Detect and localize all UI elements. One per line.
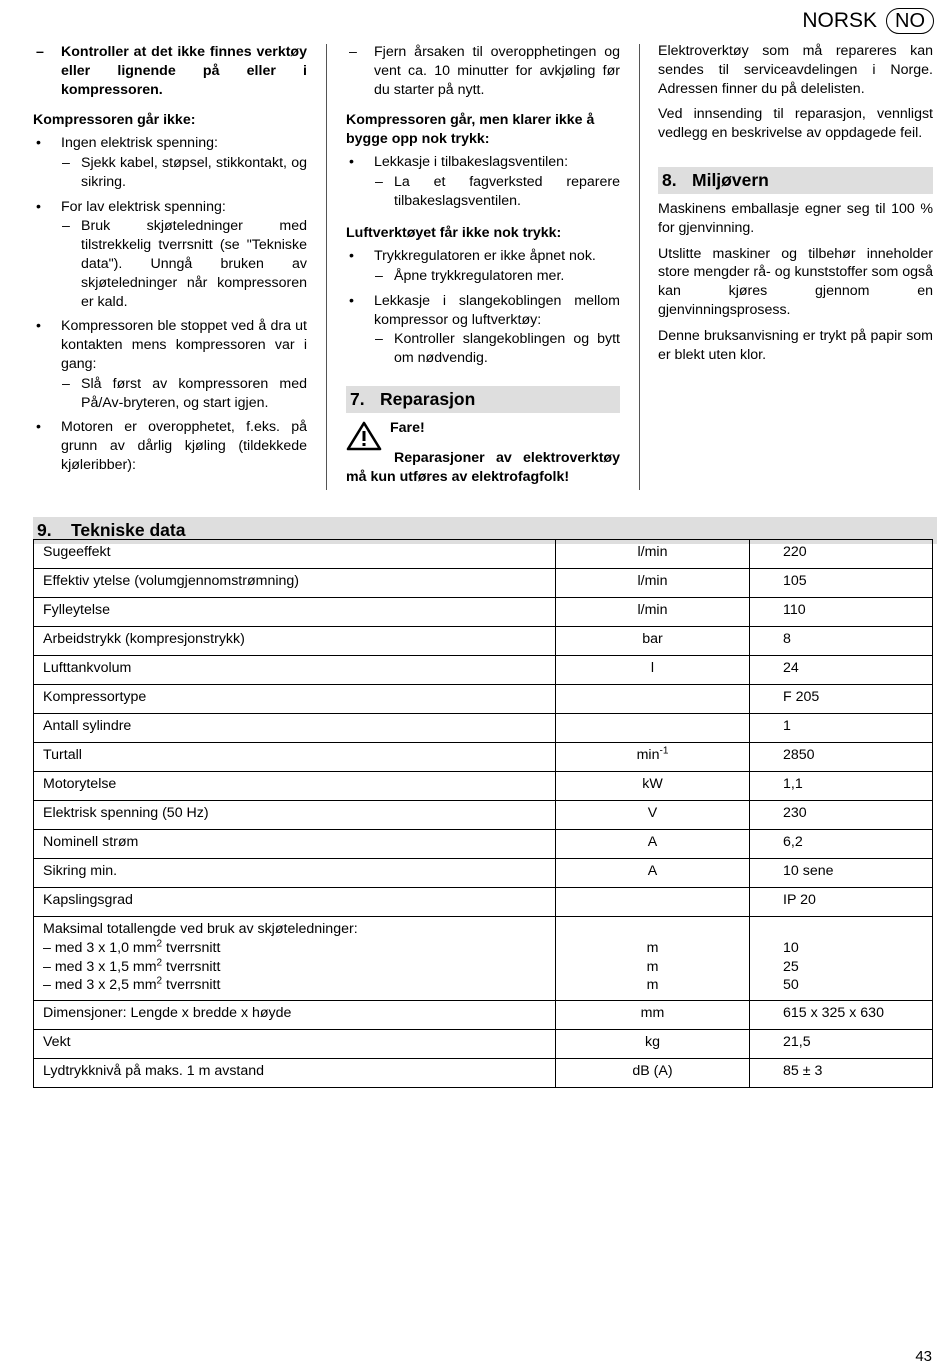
subheading: Luftverktøyet får ikke nok trykk: <box>346 225 562 242</box>
table-row <box>34 656 933 685</box>
cell-unit <box>556 685 750 714</box>
section-title: Miljøvern <box>692 169 769 190</box>
cell-value: 1,1 <box>750 772 933 801</box>
section-number: 7. <box>350 388 365 409</box>
list-item <box>346 153 620 210</box>
cable-label: Maksimal totallengde ved bruk av skjøteledninger: <box>43 921 358 937</box>
list-item <box>346 247 620 286</box>
cell-label: Fylleytelse <box>34 598 556 627</box>
language-label: NORSK <box>802 8 877 32</box>
dash-list <box>33 43 307 99</box>
cell-label: Sugeeffekt <box>34 540 556 569</box>
table-row <box>34 685 933 714</box>
cell-value: 21,5 <box>750 1030 933 1059</box>
cell-unit: l/min <box>556 598 750 627</box>
cell-label: Arbeidstrykk (kompresjonstrykk) <box>34 627 556 656</box>
cell-value: 230 <box>750 801 933 830</box>
list-item <box>346 292 620 368</box>
column-divider <box>326 44 327 490</box>
cell-unit: A <box>556 859 750 888</box>
table-row <box>34 1030 933 1059</box>
paragraph: Ved innsending til reparasjon, vennligst vedlegg en beskrivelse av oppdagede feil. <box>658 106 933 142</box>
cell-unit: l/min <box>556 540 750 569</box>
warning-triangle-icon <box>346 421 382 451</box>
cell-label: Turtall <box>34 743 556 772</box>
cell-label: Nominell strøm <box>34 830 556 859</box>
paragraph: Utslitte maskiner og tilbehør inneholder store mengder rå- og kunststoffer som også kan kjøres gjennom en gjenvinningsprosess. <box>658 245 933 318</box>
bullet-list <box>346 153 620 210</box>
table-row <box>34 598 933 627</box>
section-heading-7 <box>346 386 620 413</box>
cell-label: Motorytelse <box>34 772 556 801</box>
table-row <box>34 714 933 743</box>
table-row <box>34 801 933 830</box>
cell-value: 10 25 50 <box>750 917 933 1001</box>
cell-unit <box>556 714 750 743</box>
bullet-list <box>33 134 307 475</box>
paragraph: Denne bruksanvisning er trykt på papir som er blekt uten klor. <box>658 327 933 363</box>
bullet-text: Lekkasje i slangekoblingen mellom kompressor og luftverktøy: <box>374 292 620 328</box>
cell-label: Kapslingsgrad <box>34 888 556 917</box>
cell-label: Effektiv ytelse (volumgjennomstrømning) <box>34 569 556 598</box>
list-item <box>33 134 307 191</box>
cell-label: Lydtrykknivå på maks. 1 m avstand <box>34 1059 556 1088</box>
subheading: Kompressoren går, men klarer ikke å bygge opp nok trykk: <box>346 112 595 148</box>
sub-item: – La et fagverksted reparere tilbakeslagsventilen. <box>374 173 620 211</box>
cable-line: – med 3 x 2,5 $mm^2$ tverrsnitt <box>43 975 221 994</box>
column-2 <box>346 42 620 494</box>
cell-label: Kompressortype <box>34 685 556 714</box>
bullet-text: Motoren er overopphetet, f.eks. på grunn av dårlig kjøling (tildekkede kjøleribber): <box>61 419 307 473</box>
cell-value: 220 <box>750 540 933 569</box>
technical-data-table <box>33 539 933 1088</box>
table-row <box>34 743 933 772</box>
dash-list <box>346 43 620 99</box>
bullet-list <box>346 247 620 368</box>
paragraph: Maskinens emballasje egner seg til 100 % for gjenvinning. <box>658 200 933 236</box>
warning-block <box>346 419 620 451</box>
cable-line: – med 3 x 1,5 $mm^2$ tverrsnitt <box>43 956 221 975</box>
cell-unit: dB (A) <box>556 1059 750 1088</box>
table-row <box>34 540 933 569</box>
cell-label: Antall sylindre <box>34 714 556 743</box>
cell-unit: l/min <box>556 569 750 598</box>
cell-label: Sikring min. <box>34 859 556 888</box>
subheading: Kompressoren går ikke: <box>33 112 196 129</box>
cell-unit: l <box>556 656 750 685</box>
cell-unit: bar <box>556 627 750 656</box>
table-row <box>34 1001 933 1030</box>
language-header <box>802 8 934 34</box>
column-3 <box>658 42 933 371</box>
sub-item: – Sjekk kabel, støpsel, stikkontakt, og sikring. <box>61 154 307 192</box>
cell-unit: kg <box>556 1030 750 1059</box>
bullet-text: Lekkasje i tilbakeslagsventilen: <box>374 153 569 170</box>
section-number: 9. <box>37 520 52 540</box>
table-row <box>34 830 933 859</box>
list-item <box>33 418 307 474</box>
cell-label: Dimensjoner: Lengde x bredde x høyde <box>34 1001 556 1030</box>
sub-item: – Slå først av kompressoren med På/Av-bryteren, og start igjen. <box>61 375 307 413</box>
table-row <box>34 917 933 1001</box>
language-code-badge: NO <box>886 8 934 34</box>
bullet-text: Ingen elektrisk spenning: <box>61 135 218 152</box>
cell-label <box>34 917 556 1001</box>
table-row <box>34 1059 933 1088</box>
column-divider <box>639 44 640 490</box>
cell-value: 110 <box>750 598 933 627</box>
sub-item: – Bruk skjøteledninger med tilstrekkelig tverrsnitt (se "Tekniske data"). Unngå bruken av skjøteledninger når kompressoren er kald. <box>61 217 307 311</box>
table-row <box>34 859 933 888</box>
cell-unit: kW <box>556 772 750 801</box>
cell-unit: $\min^{-1}$ <box>556 743 750 772</box>
cell-unit: mm <box>556 1001 750 1030</box>
column-1 <box>33 42 307 481</box>
section-title: Reparasjon <box>380 388 476 409</box>
cell-value: F 205 <box>750 685 933 714</box>
cell-label: Vekt <box>34 1030 556 1059</box>
cell-unit: m m m <box>556 917 750 1001</box>
list-item: – Kontroller at det ikke finnes verktøy eller lignende på eller i kompressoren. <box>33 43 307 99</box>
cell-value: IP 20 <box>750 888 933 917</box>
list-item <box>33 198 307 312</box>
cell-value: 2850 <box>750 743 933 772</box>
bullet-text: For lav elektrisk spenning: <box>61 198 226 215</box>
sub-item: – Kontroller slangekoblingen og bytt om nødvendig. <box>374 330 620 368</box>
cell-unit <box>556 888 750 917</box>
bullet-text: Kompressoren ble stoppet ved å dra ut kontakten mens kompressoren var i gang: <box>61 318 307 372</box>
sub-item: – Åpne trykkregulatoren mer. <box>374 267 620 286</box>
list-item: – Fjern årsaken til overopphetingen og vent ca. 10 minutter for avkjøling før du starter på nytt. <box>346 43 620 99</box>
paragraph: Elektroverktøy som må repareres kan sendes til serviceavdelingen i Norge. Adressen finner du på delelisten. <box>658 43 933 97</box>
warning-text: Reparasjoner av elektroverktøy må kun utføres av elektrofagfolk! <box>346 449 620 485</box>
cell-unit: A <box>556 830 750 859</box>
cell-label: Elektrisk spenning (50 Hz) <box>34 801 556 830</box>
cell-value: 1 <box>750 714 933 743</box>
section-heading-8 <box>658 167 933 194</box>
page-number: 43 <box>915 1348 932 1365</box>
cable-line: – med 3 x 1,0 $mm^2$ tverrsnitt <box>43 938 221 956</box>
bullet-text: Trykkregulatoren er ikke åpnet nok. <box>374 248 596 265</box>
table-row <box>34 772 933 801</box>
cell-value: 6,2 <box>750 830 933 859</box>
cell-value: 615 x 325 x 630 <box>750 1001 933 1030</box>
warning-title: Fare! <box>390 419 425 436</box>
cell-value: 10 sene <box>750 859 933 888</box>
section-title: Tekniske data <box>71 520 186 540</box>
cell-value: 24 <box>750 656 933 685</box>
list-item <box>33 317 307 412</box>
cell-label: Lufttankvolum <box>34 656 556 685</box>
cell-value: 8 <box>750 627 933 656</box>
table-row <box>34 569 933 598</box>
cell-unit: V <box>556 801 750 830</box>
section-number: 8. <box>662 169 677 190</box>
cell-value: 85 ± 3 <box>750 1059 933 1088</box>
table-row <box>34 888 933 917</box>
cell-value: 105 <box>750 569 933 598</box>
table-row <box>34 627 933 656</box>
